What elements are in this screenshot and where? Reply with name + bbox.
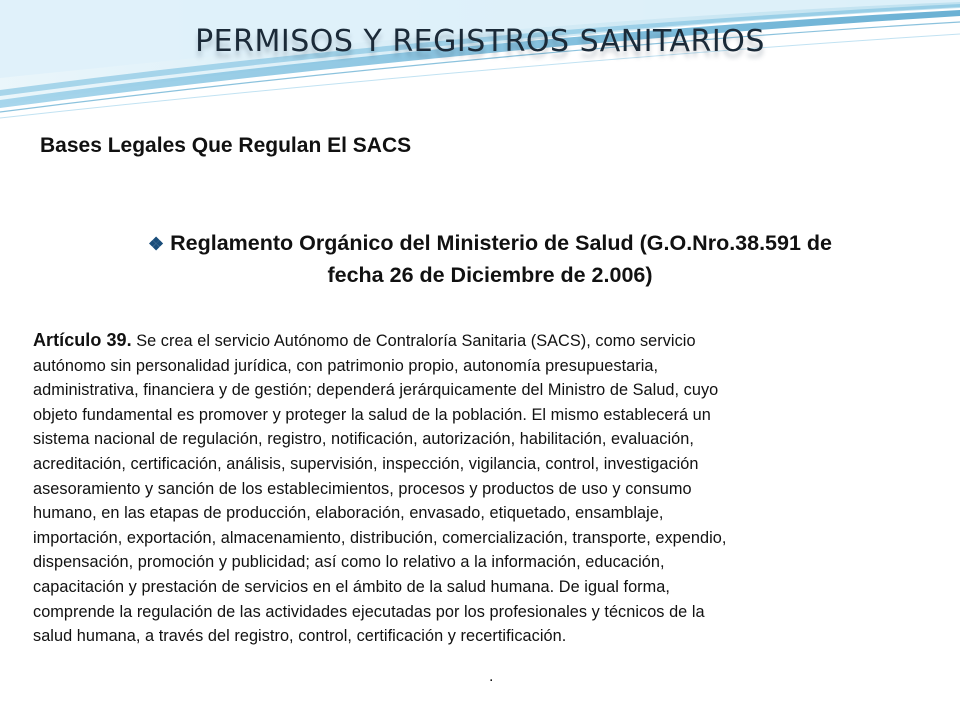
- article-line: sistema nacional de regulación, registro, notificación, autorización, habilitación, evaluación,: [33, 430, 694, 449]
- article-line: importación, exportación, almacenamiento, distribución, comercialización, transporte, expendio,: [33, 528, 727, 547]
- article-line: asesoramiento y sanción de los establecimientos, procesos y productos de uso y consumo: [33, 479, 692, 498]
- four-diamond-bullet-icon: ❖: [147, 234, 165, 254]
- article-line: comprende la regulación de las actividades ejecutadas por los profesionales y técnicos de la: [33, 602, 705, 621]
- article-line: administrativa, financiera y de gestión; dependerá jerárquicamente del Ministro de Salud, cuyo: [33, 381, 719, 400]
- article-body: [33, 328, 948, 649]
- article-line: humano, en las etapas de producción, elaboración, envasado, etiquetado, ensamblaje,: [33, 504, 664, 523]
- article-line: capacitación y prestación de servicios en el ámbito de la salud humana. De igual forma,: [33, 577, 670, 596]
- article-line: [33, 328, 948, 354]
- bullet-heading-line1: Reglamento Orgánico del Ministerio de Salud (G.O.Nro.38.591 de: [170, 231, 832, 255]
- trailing-dot: .: [489, 668, 494, 685]
- bullet-heading: [40, 228, 940, 291]
- article-line-text: Se crea el servicio Autónomo de Contraloría Sanitaria (SACS), como servicio: [131, 332, 696, 350]
- article-line: dispensación, promoción y publicidad; así como lo relativo a la información, educación,: [33, 553, 665, 572]
- article-line: objeto fundamental es promover y proteger la salud de la población. El mismo establecerá un: [33, 405, 711, 424]
- slide-subtitle: Bases Legales Que Regulan El SACS: [40, 134, 412, 157]
- article-line: salud humana, a través del registro, control, certificación y recertificación.: [33, 627, 567, 646]
- article-line: autónomo sin personalidad jurídica, con patrimonio propio, autonomía presupuestaria,: [33, 356, 659, 375]
- bullet-heading-line2: fecha 26 de Diciembre de 2.006): [327, 263, 653, 287]
- article-line: acreditación, certificación, análisis, supervisión, inspección, vigilancia, control, investigación: [33, 454, 699, 473]
- slide-title: PERMISOS Y REGISTROS SANITARIOS: [195, 24, 765, 59]
- article-label: Artículo 39.: [33, 330, 132, 350]
- background-swoosh: [0, 0, 960, 140]
